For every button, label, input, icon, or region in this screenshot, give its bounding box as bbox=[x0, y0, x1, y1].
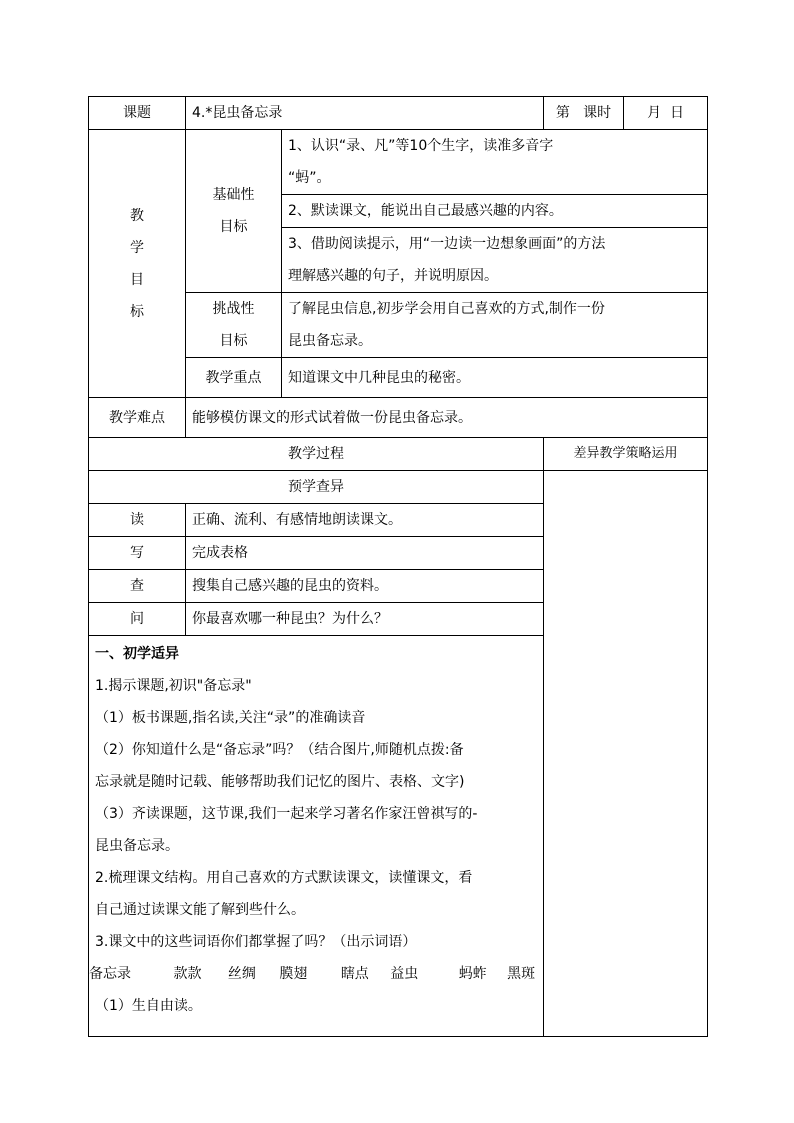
goal-line: 了解昆虫信息,初步学会用自己喜欢的方式,制作一份 bbox=[288, 301, 605, 317]
goals-char: 教 bbox=[130, 207, 144, 224]
vocab-word: 丝绸 bbox=[227, 966, 256, 982]
vocab-word: 蚂蚱 bbox=[458, 966, 487, 982]
preview-key: 读 bbox=[89, 504, 186, 537]
preview-key: 写 bbox=[89, 537, 186, 570]
challenge-goal-label-line: 挑战性 bbox=[212, 301, 255, 317]
goals-char: 学 bbox=[130, 239, 144, 256]
challenge-goal-label bbox=[186, 293, 282, 358]
basic-goal-label bbox=[186, 130, 282, 293]
vocab-word: 黑斑 bbox=[507, 966, 536, 982]
body-line: 忘录就是随时记载、能够帮助我们记忆的图片、表格、文字) bbox=[95, 774, 465, 790]
goal-line: 理解感兴趣的句子，并说明原因。 bbox=[288, 268, 498, 284]
challenge-goal-text bbox=[282, 293, 708, 358]
body-line: 2.梳理课文结构。用自己喜欢的方式默读课文，读懂课文，看 bbox=[95, 870, 473, 886]
strategy-column bbox=[544, 471, 708, 1037]
basic-goal-label-line: 目标 bbox=[219, 219, 248, 235]
strategy-header: 差异教学策略运用 bbox=[544, 438, 708, 471]
vocab-word: 款款 bbox=[173, 966, 202, 982]
basic-goal-label-line: 基础性 bbox=[212, 187, 255, 203]
goal-line: 1、认识“录、凡”等10个生字，读准多音字 bbox=[288, 138, 554, 154]
difficulty-label: 教学难点 bbox=[89, 398, 186, 438]
vocab-word: 膜翅 bbox=[279, 966, 308, 982]
basic-goal-item-2: 2、默读课文，能说出自己最感兴趣的内容。 bbox=[282, 195, 708, 228]
preview-key: 查 bbox=[89, 570, 186, 603]
body-line: 3.课文中的这些词语你们都掌握了吗？（出示词语） bbox=[95, 934, 417, 950]
vocab-word: 瞎点 bbox=[340, 966, 369, 982]
body-line: （3）齐读课题，这节课,我们一起来学习著名作家汪曾祺写的- bbox=[95, 806, 478, 822]
basic-goal-item-1 bbox=[282, 130, 708, 195]
body-line: 自己通过读课文能了解到些什么。 bbox=[95, 902, 305, 918]
goal-line: 3、借助阅读提示，用“一边读一边想象画面”的方法 bbox=[288, 236, 606, 252]
preview-value: 正确、流利、有感情地朗读课文。 bbox=[186, 504, 544, 537]
lesson-plan-table bbox=[88, 96, 708, 1037]
difficulty-value: 能够模仿课文的形式试着做一份昆虫备忘录。 bbox=[186, 398, 708, 438]
preview-title: 预学查异 bbox=[89, 471, 544, 504]
vocab-word: 备忘录 bbox=[89, 966, 131, 982]
section-title: 一、初学适异 bbox=[95, 646, 179, 662]
topic-value: 4.*昆虫备忘录 bbox=[186, 97, 544, 130]
process-header: 教学过程 bbox=[89, 438, 544, 471]
preview-key: 问 bbox=[89, 603, 186, 636]
lesson-number-label: 第 课时 bbox=[544, 97, 624, 130]
body-line: （1）生自由读。 bbox=[95, 998, 202, 1014]
preview-value: 完成表格 bbox=[186, 537, 544, 570]
goals-char: 目 bbox=[130, 271, 144, 288]
body-line: 1.揭示课题,初识"备忘录" bbox=[95, 678, 252, 694]
teaching-goals-label bbox=[89, 130, 186, 398]
topic-label: 课题 bbox=[89, 97, 186, 130]
key-point-label: 教学重点 bbox=[186, 358, 282, 398]
body-line: 昆虫备忘录。 bbox=[95, 838, 179, 854]
preview-value: 搜集自己感兴趣的昆虫的资料。 bbox=[186, 570, 544, 603]
challenge-goal-label-line: 目标 bbox=[219, 333, 248, 349]
date-label: 月 日 bbox=[624, 97, 708, 130]
goal-line: 昆虫备忘录。 bbox=[288, 333, 372, 349]
vocab-word: 益虫 bbox=[390, 966, 419, 982]
key-point-value: 知道课文中几种昆虫的秘密。 bbox=[282, 358, 708, 398]
goal-line: “蚂”。 bbox=[288, 170, 331, 186]
preview-value: 你最喜欢哪一种昆虫？为什么？ bbox=[186, 603, 544, 636]
vocabulary-list bbox=[89, 958, 537, 990]
body-line: （2）你知道什么是“备忘录”吗？（结合图片,师随机点拨:备 bbox=[95, 742, 464, 758]
body-line: （1）板书课题,指名读,关注“录”的准确读音 bbox=[95, 710, 366, 726]
goals-char: 标 bbox=[130, 303, 144, 320]
lesson-body bbox=[89, 636, 544, 1037]
basic-goal-item-3 bbox=[282, 228, 708, 293]
